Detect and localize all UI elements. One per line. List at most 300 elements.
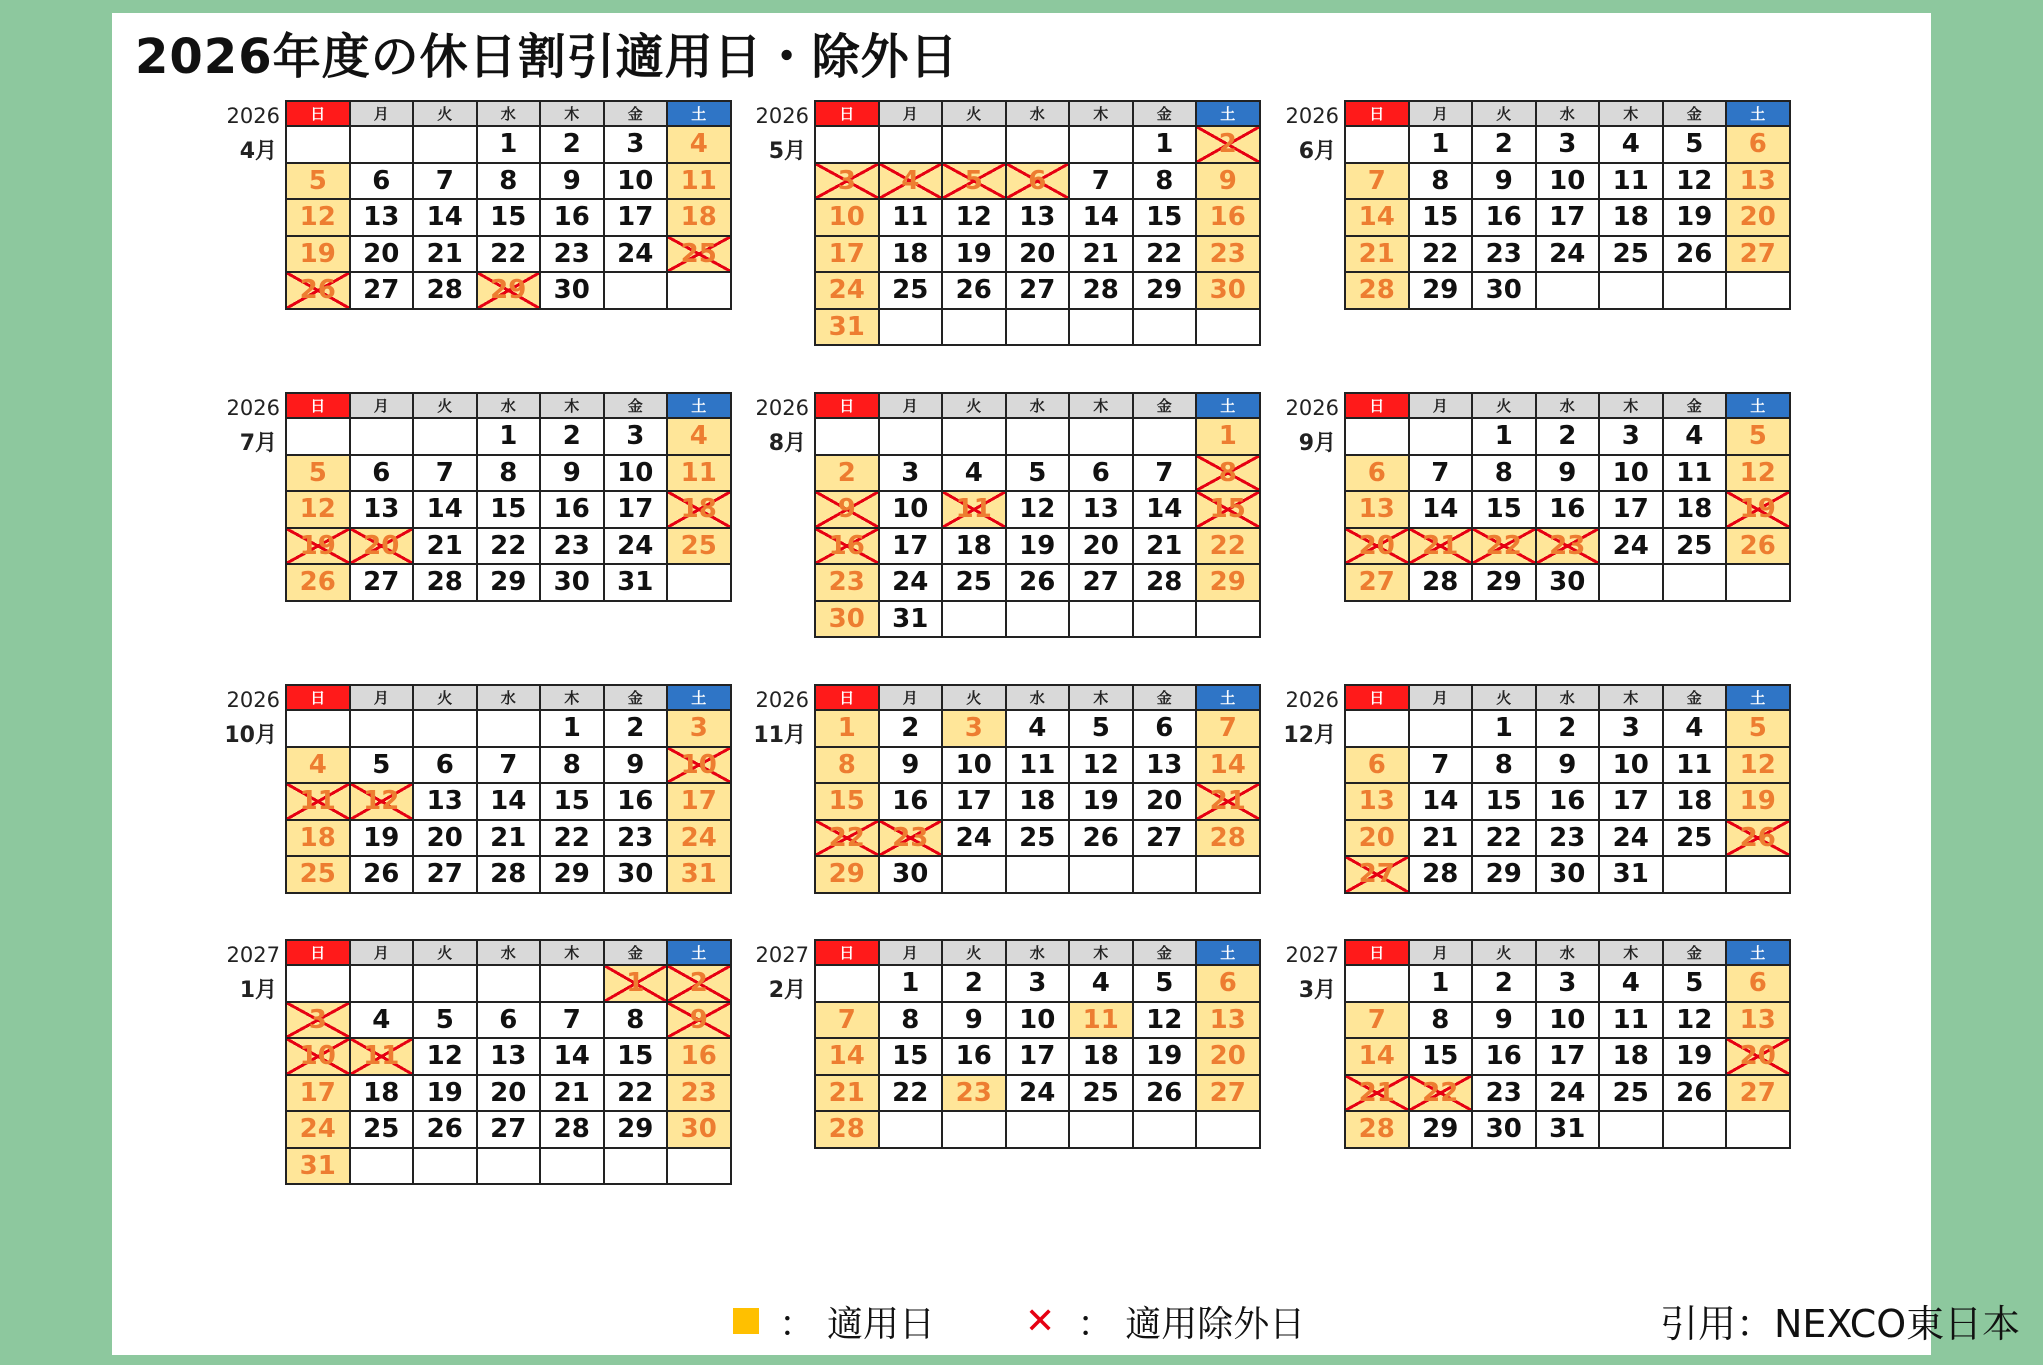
weekday-header: 木	[1069, 393, 1133, 418]
weekday-header: 日	[286, 685, 350, 710]
calendar-day: 23	[540, 236, 604, 273]
calendar-day: 23	[879, 820, 943, 857]
weekday-header: 水	[1006, 685, 1070, 710]
calendar-day: 24	[879, 564, 943, 601]
empty-cell	[879, 309, 943, 346]
calendar-day: 4	[286, 747, 350, 784]
empty-cell	[1345, 965, 1409, 1002]
weekday-header: 土	[1726, 101, 1790, 126]
calendar-week-row	[286, 1111, 731, 1148]
calendar-day: 15	[1409, 199, 1473, 236]
calendar-week-row	[1345, 965, 1790, 1002]
empty-cell	[477, 965, 541, 1002]
calendar-day: 30	[1472, 272, 1536, 309]
calendar-day: 2	[942, 965, 1006, 1002]
empty-cell	[604, 1148, 668, 1185]
weekday-header: 火	[942, 685, 1006, 710]
calendar-day: 22	[1196, 528, 1260, 565]
calendar-day: 5	[1069, 710, 1133, 747]
calendar-day: 24	[604, 236, 668, 273]
calendar-day: 7	[1345, 1002, 1409, 1039]
weekday-header: 金	[1663, 940, 1727, 965]
legend-separator: ：	[1077, 1303, 1114, 1345]
calendar-day: 4	[1069, 965, 1133, 1002]
weekday-header: 土	[1726, 940, 1790, 965]
weekday-header: 月	[1409, 101, 1473, 126]
calendar-week-row	[815, 747, 1260, 784]
calendar-table	[285, 100, 732, 310]
calendar-day: 6	[1345, 747, 1409, 784]
calendar-day: 10	[942, 747, 1006, 784]
calendar-day: 27	[1196, 1075, 1260, 1112]
empty-cell	[667, 1148, 731, 1185]
calendar-day: 10	[1536, 1002, 1600, 1039]
empty-cell	[879, 418, 943, 455]
calendar-week-row	[286, 1002, 731, 1039]
calendar-day: 23	[1196, 236, 1260, 273]
calendar-day: 5	[286, 163, 350, 200]
calendar-day: 11	[286, 783, 350, 820]
empty-cell	[1409, 418, 1473, 455]
calendar-day: 29	[815, 856, 879, 893]
calendar-day: 21	[1133, 528, 1197, 565]
empty-cell	[286, 418, 350, 455]
empty-cell	[413, 1148, 477, 1185]
calendar-day: 11	[942, 491, 1006, 528]
calendar-day: 22	[879, 1075, 943, 1112]
weekday-header: 木	[540, 393, 604, 418]
calendar-day: 23	[1536, 528, 1600, 565]
calendar-day: 15	[604, 1038, 668, 1075]
calendar-day: 31	[286, 1148, 350, 1185]
calendar-day: 22	[1472, 528, 1536, 565]
calendar-week-row	[815, 1075, 1260, 1112]
weekday-header: 火	[413, 393, 477, 418]
calendar-day: 7	[1133, 455, 1197, 492]
calendar-day: 15	[1133, 199, 1197, 236]
calendar-day: 7	[1409, 747, 1473, 784]
calendar-day: 19	[1069, 783, 1133, 820]
weekday-header: 土	[1196, 393, 1260, 418]
weekday-header: 土	[1196, 940, 1260, 965]
calendar-day: 15	[815, 783, 879, 820]
calendar-day: 29	[1133, 272, 1197, 309]
calendar-day: 28	[1409, 856, 1473, 893]
calendar-day: 25	[1599, 236, 1663, 273]
calendar-day: 21	[1069, 236, 1133, 273]
calendar-day: 9	[540, 455, 604, 492]
calendar-day: 11	[667, 455, 731, 492]
month-calendar	[1283, 684, 1791, 894]
calendar-day: 2	[1472, 965, 1536, 1002]
empty-cell	[1069, 309, 1133, 346]
weekday-header: 日	[815, 685, 879, 710]
weekday-header: 日	[1345, 393, 1409, 418]
empty-cell	[286, 710, 350, 747]
weekday-header: 土	[667, 685, 731, 710]
calendar-day: 28	[1133, 564, 1197, 601]
empty-cell	[942, 1111, 1006, 1148]
calendar-table	[1344, 392, 1791, 602]
calendar-day: 10	[286, 1038, 350, 1075]
calendar-day: 23	[540, 528, 604, 565]
calendar-day: 17	[1536, 199, 1600, 236]
calendar-day: 29	[1196, 564, 1260, 601]
calendar-day: 11	[1006, 747, 1070, 784]
calendar-day: 8	[477, 163, 541, 200]
weekday-header: 月	[350, 101, 414, 126]
empty-cell	[540, 965, 604, 1002]
calendar-week-row	[815, 965, 1260, 1002]
calendar-week-row	[286, 747, 731, 784]
empty-cell	[1196, 309, 1260, 346]
empty-cell	[413, 418, 477, 455]
empty-cell	[286, 965, 350, 1002]
calendar-day: 18	[1006, 783, 1070, 820]
calendar-day: 27	[1345, 856, 1409, 893]
calendar-day: 20	[1726, 199, 1790, 236]
empty-cell	[413, 710, 477, 747]
calendar-day: 24	[604, 528, 668, 565]
weekday-header: 月	[879, 940, 943, 965]
weekday-header: 日	[815, 393, 879, 418]
calendar-day: 1	[815, 710, 879, 747]
calendar-day: 28	[477, 856, 541, 893]
legend-separator: ：	[779, 1303, 816, 1345]
empty-cell	[413, 965, 477, 1002]
calendar-day: 25	[1663, 528, 1727, 565]
calendar-day: 20	[1006, 236, 1070, 273]
calendar-day: 6	[1006, 163, 1070, 200]
calendar-day: 27	[350, 272, 414, 309]
calendar-day: 7	[413, 163, 477, 200]
calendar-day: 1	[477, 418, 541, 455]
calendar-day: 17	[1006, 1038, 1070, 1075]
calendar-day: 30	[540, 564, 604, 601]
calendar-day: 3	[1536, 126, 1600, 163]
calendar-day: 18	[286, 820, 350, 857]
applied-day-swatch-icon	[733, 1308, 759, 1334]
calendar-day: 26	[350, 856, 414, 893]
empty-cell	[350, 418, 414, 455]
calendar-day: 30	[1536, 856, 1600, 893]
calendar-day: 17	[286, 1075, 350, 1112]
weekday-header: 火	[413, 940, 477, 965]
calendar-day: 15	[1472, 491, 1536, 528]
calendar-day: 29	[540, 856, 604, 893]
weekday-header: 金	[604, 940, 668, 965]
calendar-day: 19	[1726, 491, 1790, 528]
calendar-day: 11	[879, 199, 943, 236]
weekday-header: 水	[477, 940, 541, 965]
calendar-day: 31	[667, 856, 731, 893]
calendar-day: 11	[667, 163, 731, 200]
calendar-day: 23	[1472, 236, 1536, 273]
calendar-day: 15	[1196, 491, 1260, 528]
calendar-day: 3	[815, 163, 879, 200]
calendar-year: 2026	[226, 104, 280, 128]
weekday-header: 土	[1726, 685, 1790, 710]
calendar-week-row	[1345, 856, 1790, 893]
calendar-day: 14	[413, 199, 477, 236]
weekday-header: 土	[667, 940, 731, 965]
weekday-header: 火	[942, 393, 1006, 418]
calendar-day: 2	[1536, 710, 1600, 747]
calendar-day: 3	[879, 455, 943, 492]
calendar-day: 27	[477, 1111, 541, 1148]
calendar-day: 24	[815, 272, 879, 309]
calendar-day: 16	[1196, 199, 1260, 236]
calendar-day: 18	[879, 236, 943, 273]
calendar-day: 6	[1345, 455, 1409, 492]
weekday-header: 月	[350, 685, 414, 710]
weekday-header: 木	[1599, 101, 1663, 126]
calendar-day: 17	[815, 236, 879, 273]
calendar-week-row	[1345, 710, 1790, 747]
weekday-header: 木	[1069, 940, 1133, 965]
calendar-week-row	[1345, 126, 1790, 163]
weekday-header: 木	[1599, 685, 1663, 710]
calendar-year: 2026	[1285, 396, 1339, 420]
calendar-week-row	[1345, 199, 1790, 236]
weekday-header: 月	[879, 393, 943, 418]
calendar-day: 9	[1536, 747, 1600, 784]
empty-cell	[1006, 126, 1070, 163]
calendar-day: 8	[1472, 747, 1536, 784]
calendar-week-row	[815, 528, 1260, 565]
calendar-week-row	[286, 965, 731, 1002]
calendar-day: 24	[286, 1111, 350, 1148]
weekday-header: 水	[1006, 101, 1070, 126]
calendar-year: 2027	[1285, 943, 1339, 967]
calendar-day: 30	[1472, 1111, 1536, 1148]
calendar-day: 17	[1599, 783, 1663, 820]
weekday-header: 木	[540, 940, 604, 965]
month-calendar	[1285, 100, 1791, 310]
calendar-year: 2026	[1285, 688, 1339, 712]
calendar-day: 6	[1196, 965, 1260, 1002]
month-calendar	[753, 684, 1261, 894]
empty-cell	[1599, 1111, 1663, 1148]
calendar-table	[814, 939, 1261, 1149]
calendar-week-row	[1345, 455, 1790, 492]
calendar-week-row	[286, 820, 731, 857]
weekday-header: 水	[1536, 940, 1600, 965]
calendar-month: 10月	[224, 723, 277, 748]
calendar-day: 5	[1726, 418, 1790, 455]
calendar-day: 8	[879, 1002, 943, 1039]
calendar-week-row	[815, 710, 1260, 747]
calendar-day: 31	[879, 601, 943, 638]
calendar-day: 1	[477, 126, 541, 163]
calendar-day: 17	[604, 491, 668, 528]
calendar-day: 16	[540, 491, 604, 528]
calendar-day: 8	[604, 1002, 668, 1039]
empty-cell	[1345, 418, 1409, 455]
calendar-day: 2	[540, 126, 604, 163]
weekday-header: 金	[1133, 685, 1197, 710]
calendar-table	[814, 392, 1261, 638]
calendar-day: 20	[1069, 528, 1133, 565]
empty-cell	[1599, 564, 1663, 601]
weekday-header: 木	[1599, 940, 1663, 965]
calendar-day: 5	[1663, 126, 1727, 163]
weekday-header: 日	[286, 101, 350, 126]
calendar-day: 26	[942, 272, 1006, 309]
calendar-day: 5	[1726, 710, 1790, 747]
calendar-day: 28	[1069, 272, 1133, 309]
calendar-week-row	[815, 418, 1260, 455]
empty-cell	[1599, 272, 1663, 309]
calendar-day: 21	[1345, 236, 1409, 273]
calendar-day: 11	[350, 1038, 414, 1075]
calendar-day: 11	[1069, 1002, 1133, 1039]
calendar-day: 3	[942, 710, 1006, 747]
calendar-day: 31	[1536, 1111, 1600, 1148]
calendar-month: 11月	[753, 723, 806, 748]
empty-cell	[1196, 601, 1260, 638]
calendar-day: 27	[1133, 820, 1197, 857]
calendar-day: 5	[350, 747, 414, 784]
calendar-day: 23	[1472, 1075, 1536, 1112]
calendar-week-row	[286, 163, 731, 200]
calendar-day: 8	[1133, 163, 1197, 200]
calendar-week-row	[286, 1075, 731, 1112]
calendar-day: 18	[1663, 491, 1727, 528]
calendar-day: 26	[1663, 1075, 1727, 1112]
calendar-day: 3	[1599, 418, 1663, 455]
weekday-header: 月	[350, 393, 414, 418]
calendar-day: 24	[1536, 1075, 1600, 1112]
weekday-header: 水	[1006, 393, 1070, 418]
calendar-week-row	[1345, 783, 1790, 820]
calendar-week-row	[1345, 272, 1790, 309]
calendar-day: 8	[1196, 455, 1260, 492]
empty-cell	[1006, 856, 1070, 893]
calendar-day: 6	[1069, 455, 1133, 492]
calendar-day: 10	[815, 199, 879, 236]
calendar-day: 6	[350, 455, 414, 492]
calendar-week-row	[1345, 418, 1790, 455]
calendar-day: 6	[413, 747, 477, 784]
calendar-day: 28	[1196, 820, 1260, 857]
calendar-day: 18	[1663, 783, 1727, 820]
weekday-header: 金	[1133, 393, 1197, 418]
calendar-day: 6	[1726, 126, 1790, 163]
empty-cell	[1536, 272, 1600, 309]
calendar-day: 16	[1472, 1038, 1536, 1075]
weekday-header: 月	[1409, 685, 1473, 710]
calendar-year: 2026	[226, 688, 280, 712]
calendar-day: 28	[413, 272, 477, 309]
calendar-day: 30	[815, 601, 879, 638]
calendar-day: 27	[413, 856, 477, 893]
calendar-day: 7	[477, 747, 541, 784]
calendar-day: 12	[1726, 747, 1790, 784]
calendar-day: 4	[879, 163, 943, 200]
calendar-week-row	[286, 528, 731, 565]
calendar-table	[285, 684, 732, 894]
calendar-day: 9	[604, 747, 668, 784]
calendar-day: 22	[604, 1075, 668, 1112]
weekday-header: 木	[1599, 393, 1663, 418]
calendar-day: 28	[1345, 272, 1409, 309]
weekday-header: 土	[1196, 101, 1260, 126]
calendar-day: 13	[1196, 1002, 1260, 1039]
calendar-day: 22	[1472, 820, 1536, 857]
calendar-day: 6	[350, 163, 414, 200]
weekday-header: 木	[540, 685, 604, 710]
calendar-day: 13	[1345, 491, 1409, 528]
month-calendar	[755, 100, 1261, 346]
calendar-day: 13	[1726, 1002, 1790, 1039]
calendar-day: 30	[1536, 564, 1600, 601]
empty-cell	[286, 126, 350, 163]
calendar-day: 21	[1409, 820, 1473, 857]
calendar-week-row	[815, 1002, 1260, 1039]
calendar-year: 2027	[755, 943, 809, 967]
calendar-week-row	[815, 783, 1260, 820]
calendar-day: 22	[1409, 1075, 1473, 1112]
calendar-week-row	[286, 126, 731, 163]
calendar-day: 28	[1409, 564, 1473, 601]
calendar-week-row	[815, 820, 1260, 857]
calendar-day: 8	[1409, 1002, 1473, 1039]
calendar-day: 3	[1599, 710, 1663, 747]
calendar-day: 25	[942, 564, 1006, 601]
weekday-header: 土	[1196, 685, 1260, 710]
empty-cell	[942, 601, 1006, 638]
calendar-day: 21	[815, 1075, 879, 1112]
weekday-header: 月	[1409, 940, 1473, 965]
calendar-week-row	[815, 163, 1260, 200]
calendar-day: 3	[667, 710, 731, 747]
weekday-header: 日	[815, 101, 879, 126]
empty-cell	[1133, 601, 1197, 638]
calendar-week-row	[815, 236, 1260, 273]
calendar-day: 4	[1599, 126, 1663, 163]
calendar-day: 22	[1133, 236, 1197, 273]
empty-cell	[1006, 601, 1070, 638]
calendar-day: 31	[1599, 856, 1663, 893]
weekday-header: 火	[1472, 685, 1536, 710]
empty-cell	[815, 965, 879, 1002]
calendar-day: 14	[1345, 1038, 1409, 1075]
calendar-table	[1344, 684, 1791, 894]
weekday-header: 金	[604, 685, 668, 710]
weekday-header: 水	[1536, 393, 1600, 418]
weekday-header: 火	[1472, 393, 1536, 418]
calendar-day: 26	[286, 272, 350, 309]
empty-cell	[350, 710, 414, 747]
calendar-day: 19	[1663, 199, 1727, 236]
month-calendar	[226, 939, 732, 1185]
calendar-day: 4	[1006, 710, 1070, 747]
calendar-day: 25	[1069, 1075, 1133, 1112]
calendar-day: 21	[413, 528, 477, 565]
calendar-week-row	[1345, 236, 1790, 273]
weekday-header: 月	[879, 101, 943, 126]
calendar-table	[1344, 939, 1791, 1149]
empty-cell	[1663, 272, 1727, 309]
calendar-month: 8月	[768, 431, 806, 456]
weekday-header: 金	[1663, 101, 1727, 126]
calendar-day: 22	[477, 236, 541, 273]
calendar-day: 20	[413, 820, 477, 857]
calendar-day: 3	[604, 126, 668, 163]
calendar-day: 31	[604, 564, 668, 601]
calendar-day: 13	[350, 199, 414, 236]
